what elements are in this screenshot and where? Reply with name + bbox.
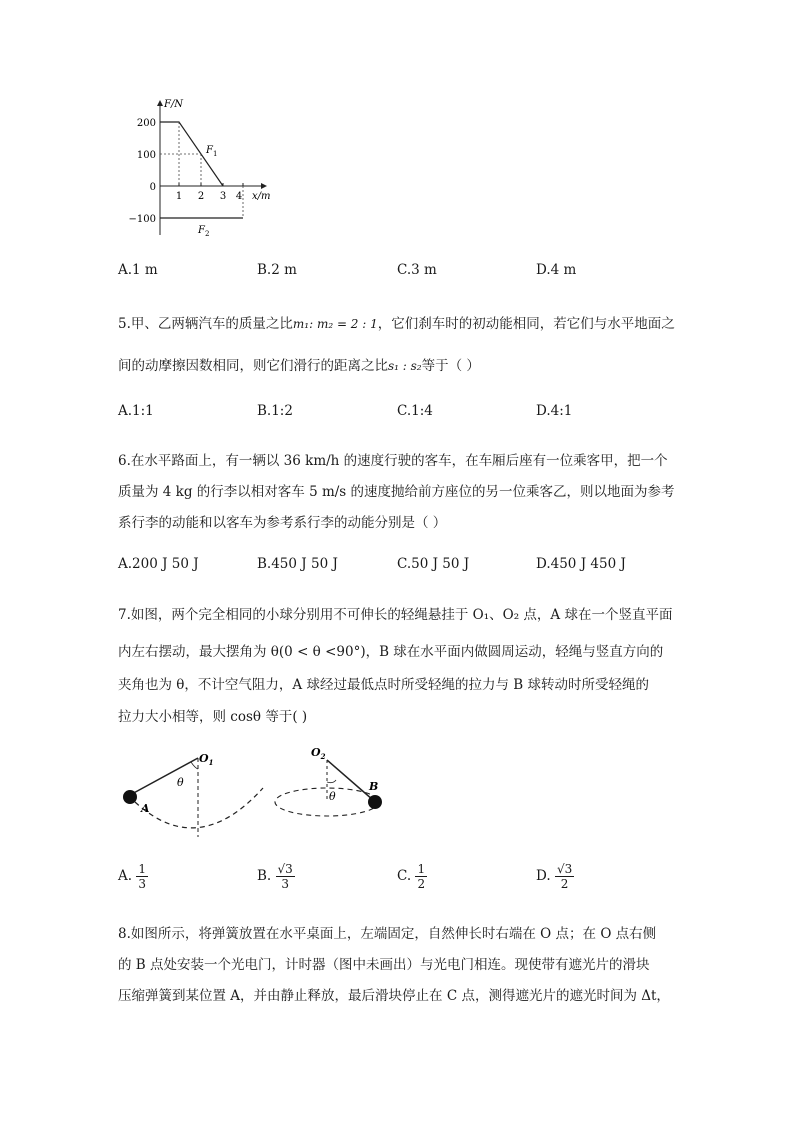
q7-line-2: 内左右摆动，最大摆角为 θ(0 < θ <90°)，B 球在水平面内做圆周运动，轻绳与竖直方向的 bbox=[118, 644, 664, 660]
q4-option-a: A.1 m bbox=[118, 262, 158, 278]
q5-option-c: C.1:4 bbox=[397, 403, 433, 419]
y-axis-label: F/N bbox=[164, 99, 184, 110]
y-tick-label: 200 bbox=[136, 118, 156, 129]
q5-line-1: 5.甲、乙两辆汽车的质量之比m₁: m₂ = 2 : 1，它们刹车时的初动能相同，若它们与水平地面之 bbox=[118, 316, 675, 332]
q4-option-d: D.4 m bbox=[536, 262, 577, 278]
svg-text:θ: θ bbox=[329, 790, 336, 803]
q4-option-b: B.2 m bbox=[257, 262, 297, 278]
q7-option-b: B. $\frac{√3}{3}$ bbox=[257, 862, 293, 891]
y-tick-label: 100 bbox=[136, 150, 156, 161]
y-tick-label: 0 bbox=[149, 182, 156, 193]
q7-line-4: 拉力大小相等，则 cosθ 等于( ) bbox=[118, 709, 308, 725]
q5-line-2: 间的动摩擦因数相同，则它们滑行的距离之比s₁ : s₂等于（ ） bbox=[118, 358, 480, 374]
x-axis-label: x/m bbox=[252, 191, 271, 202]
q7-option-a: A. $\frac{1}{3}$ bbox=[118, 862, 146, 891]
q7-option-d: D. $\frac{√3}{2}$ bbox=[536, 862, 573, 891]
svg-text:B: B bbox=[369, 780, 379, 793]
force-displacement-graph bbox=[120, 95, 280, 245]
x-tick-label: 2 bbox=[197, 191, 205, 202]
svg-text:A: A bbox=[141, 802, 150, 815]
q5-option-d: D.4:1 bbox=[536, 403, 573, 419]
q6-option-c: C.50 J 50 J bbox=[397, 556, 470, 572]
x-tick-label: 4 bbox=[235, 191, 243, 202]
svg-text:O2: $O_2$ bbox=[311, 746, 326, 761]
q5-option-b: B.1:2 bbox=[257, 403, 293, 419]
x-tick-label: 3 bbox=[219, 191, 227, 202]
q4-option-c: C.3 m bbox=[397, 262, 437, 278]
x-tick-label: 1 bbox=[175, 191, 183, 202]
ball-b bbox=[368, 795, 382, 809]
q7-line-3: 夹角也为 θ，不计空气阻力，A 球经过最低点时所受轻绳的拉力与 B 球转动时所受轻绳的 bbox=[118, 677, 649, 693]
q6-option-b: B.450 J 50 J bbox=[257, 556, 338, 572]
f1-label: $F_1$ bbox=[206, 145, 218, 158]
q8-line-2: 的 B 点处安装一个光电门，计时器（图中未画出）与光电门相连。现使带有遮光片的滑块 bbox=[118, 957, 650, 973]
q7-option-c: C. $\frac{1}{2}$ bbox=[397, 862, 426, 891]
q6-line-2: 质量为 4 kg 的行李以相对客车 5 m/s 的速度抛给前方座位的另一位乘客乙，则以地面为参考 bbox=[118, 484, 675, 500]
q7-line-1: 7.如图，两个完全相同的小球分别用不可伸长的轻绳悬挂于 O₁、O₂ 点，A 球在一个竖直平面 bbox=[118, 607, 673, 623]
svg-text:θ: θ bbox=[177, 776, 184, 789]
q8-line-1: 8.如图所示，将弹簧放置在水平桌面上，左端固定，自然伸长时右端在 O 点；在 O 点右侧 bbox=[118, 926, 657, 942]
y-tick-label: −100 bbox=[128, 214, 156, 225]
q8-line-3: 压缩弹簧到某位置 A，并由静止释放，最后滑块停止在 C 点，测得遮光片的遮光时间为 Δt， bbox=[118, 988, 670, 1004]
ball-a bbox=[123, 790, 137, 804]
q6-option-d: D.450 J 450 J bbox=[536, 556, 626, 572]
pendulum-figure bbox=[115, 742, 395, 842]
f2-label: $F_2$ bbox=[198, 225, 210, 238]
q6-line-3: 系行李的动能和以客车为参考系行李的动能分别是（ ） bbox=[118, 515, 447, 531]
q6-option-a: A.200 J 50 J bbox=[118, 556, 199, 572]
q5-option-a: A.1:1 bbox=[118, 403, 154, 419]
q6-line-1: 6.在水平路面上，有一辆以 36 km/h 的速度行驶的客车，在车厢后座有一位乘客甲，把一个 bbox=[118, 453, 668, 469]
svg-text:O1: $O_1$ bbox=[199, 752, 214, 767]
